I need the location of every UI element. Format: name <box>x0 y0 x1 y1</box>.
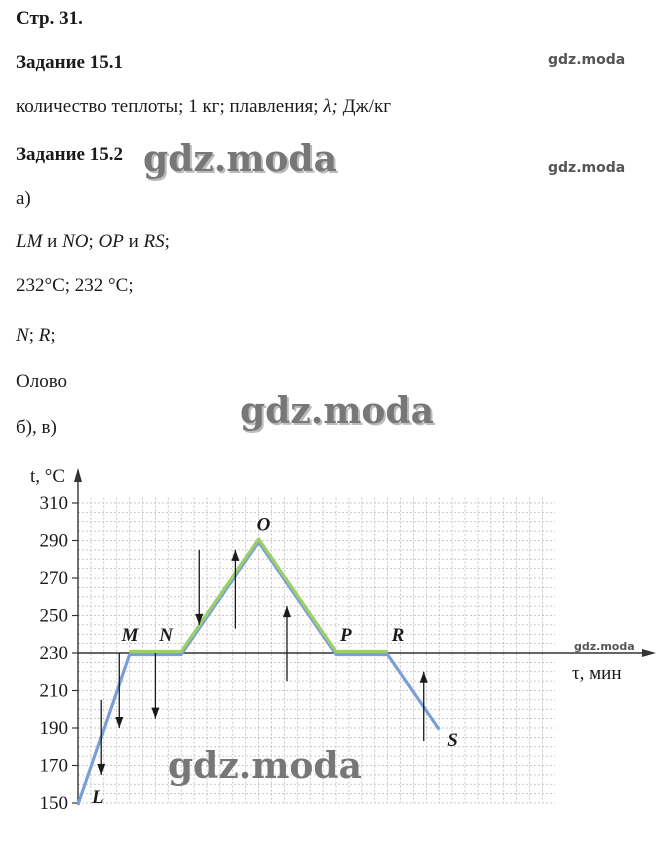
answer-part: λ; <box>323 96 338 117</box>
task-15-1-title: Задание 15.1 <box>16 52 123 73</box>
conjunction: и <box>128 231 139 252</box>
y-tick-label: 190 <box>39 718 68 739</box>
conjunction: и <box>47 231 58 252</box>
page-title: Стр. 31. <box>16 8 83 29</box>
segment-label: OP <box>98 231 124 252</box>
point-label-S: S <box>447 730 458 751</box>
point-label-R: R <box>391 625 405 646</box>
segment-label: LM <box>16 231 43 252</box>
point-label: N <box>16 325 29 346</box>
watermark-small: gdz.moda <box>548 52 626 68</box>
answer-part: количество теплоты; <box>16 96 184 117</box>
watermark-large: gdz.moda <box>168 745 362 787</box>
watermark-small: gdz.moda <box>574 640 635 653</box>
x-axis-label: τ, мин <box>572 663 622 684</box>
watermark-large: gdz.moda <box>143 138 337 180</box>
y-axis-arrow <box>74 468 82 482</box>
x-axis-arrow <box>642 649 656 657</box>
watermark-small: gdz.moda <box>548 160 626 176</box>
answer-part: плавления; <box>229 96 319 117</box>
point-label-L: L <box>92 787 104 808</box>
segment-label: RS <box>143 231 165 252</box>
separator: ; <box>164 231 170 252</box>
y-tick-label: 150 <box>39 793 68 814</box>
answer-part: 1 кг; <box>188 96 225 117</box>
point-label-P: P <box>340 625 352 646</box>
task-15-2-substance: Олово <box>16 371 68 392</box>
y-tick-labels <box>40 493 79 814</box>
y-tick-label: 250 <box>39 605 68 627</box>
task-15-2-temperatures: 232°С; 232 °С; <box>16 275 134 296</box>
point-label-O: O <box>256 514 271 536</box>
process-arrow-head <box>97 764 105 775</box>
task-15-2-part-a-label: а) <box>16 188 31 209</box>
separator: ; <box>50 325 56 346</box>
y-tick-label: 290 <box>39 530 68 552</box>
separator: ; <box>88 231 94 252</box>
y-tick-label: 310 <box>39 493 68 514</box>
y-tick-label: 210 <box>39 680 68 702</box>
y-tick-label: 270 <box>39 568 68 589</box>
point-label-N: N <box>159 625 173 646</box>
point-label: R <box>38 325 51 346</box>
segment-label: NO <box>62 231 89 252</box>
task-15-2-part-bc-label: б), в) <box>16 417 57 438</box>
process-arrow-head <box>151 708 159 719</box>
y-tick-label: 170 <box>39 755 68 777</box>
temperature-time-chart <box>0 460 672 867</box>
task-15-1-answer <box>16 96 391 118</box>
task-15-2-line-segments <box>16 231 170 253</box>
answer-part: Дж/кг <box>342 96 392 117</box>
process-arrow-head <box>420 672 428 683</box>
watermark-large: gdz.moda <box>240 390 434 432</box>
y-tick-label: 230 <box>39 643 68 664</box>
task-15-2-points <box>16 325 56 347</box>
y-axis-label: t, °C <box>30 466 66 487</box>
task-15-2-title: Задание 15.2 <box>16 144 123 165</box>
point-label-M: M <box>121 625 139 646</box>
separator: ; <box>28 325 34 346</box>
